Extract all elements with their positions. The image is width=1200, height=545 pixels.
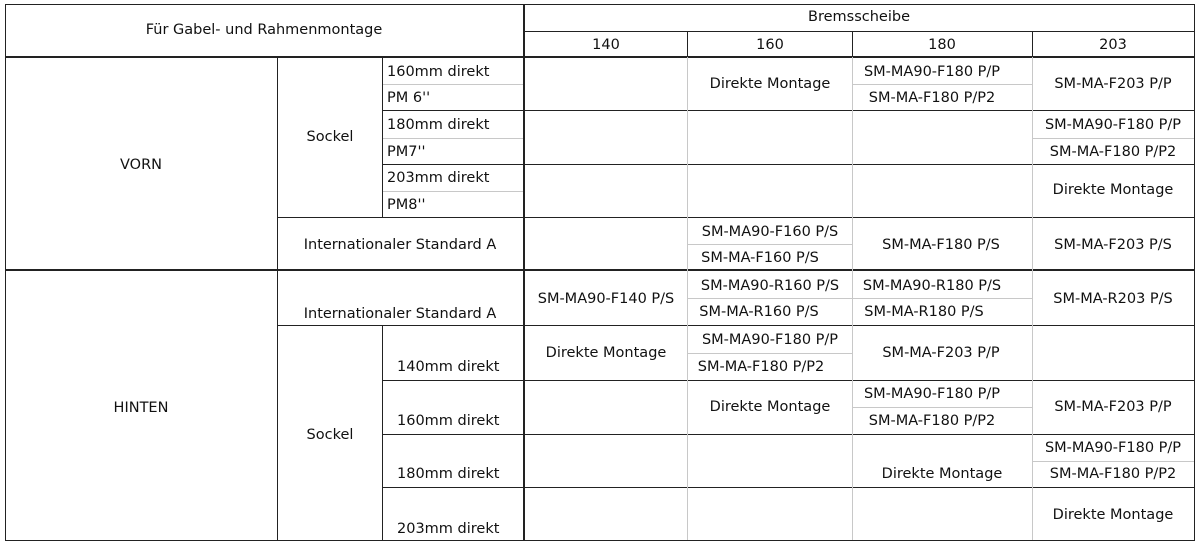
rear-d160-180-adapter-a: SM-MA90-F180 P/P: [863, 386, 1001, 402]
front-intl-180-cell: SM-MA-F180 P/S: [882, 237, 1000, 253]
half-rule-front-pm160-180: [853, 84, 1032, 85]
front-pm160-180-adapter-a: SM-MA90-F180 P/P: [863, 64, 1001, 80]
rear-intl-160-adapter-b: SM-MA-R160 P/S: [699, 304, 819, 320]
rear-mount-203-direct: 203mm direkt: [397, 521, 500, 537]
table-border-bottom: [5, 540, 1195, 541]
half-rule-rear-intl-180: [853, 298, 1032, 299]
rear-intl-180-adapter-a: SM-MA90-R180 P/S: [862, 278, 1002, 294]
brake-disc-header-rule: [524, 31, 1194, 32]
rear-d180-203-adapter-b: SM-MA-F180 P/P2: [1049, 466, 1177, 482]
rear-mount-140-direct: 140mm direkt: [397, 359, 500, 375]
front-pm180-203-adapter-b: SM-MA-F180 P/P2: [1049, 144, 1177, 160]
rear-label: HINTEN: [113, 400, 169, 416]
header-col-divider-180: [852, 31, 853, 57]
rear-intl-rule: [277, 325, 1195, 326]
rear-mount-180-direct: 180mm direkt: [397, 466, 500, 482]
label-col-divider-2-rear: [382, 325, 383, 540]
rear-d140-160-adapter-b: SM-MA-F180 P/P2: [697, 359, 825, 375]
front-sockel-label: Sockel: [306, 129, 354, 145]
disc-size-203: 203: [1099, 37, 1127, 53]
half-rule-front-pm203-label: [383, 191, 523, 192]
label-col-divider-2-front: [382, 57, 383, 217]
disc-size-180: 180: [928, 37, 956, 53]
table-border-right: [1194, 4, 1195, 541]
front-pm160-203-cell: SM-MA-F203 P/P: [1054, 76, 1172, 92]
front-pm160-160-cell: Direkte Montage: [709, 76, 831, 92]
rear-intl-203-cell: SM-MA-R203 P/S: [1053, 291, 1173, 307]
front-intl-203-cell: SM-MA-F203 P/S: [1054, 237, 1172, 253]
half-rule-rear-intl-160: [688, 298, 852, 299]
front-mount-203-direct: 203mm direkt: [387, 170, 490, 186]
rear-d140-160-adapter-a: SM-MA90-F180 P/P: [701, 332, 839, 348]
corner-header: Für Gabel- und Rahmenmontage: [145, 22, 383, 38]
rear-intl-180-adapter-b: SM-MA-R180 P/S: [864, 304, 984, 320]
front-intl-160-adapter-a: SM-MA90-F160 P/S: [701, 224, 839, 240]
value-col-divider-203: [1032, 57, 1033, 540]
label-col-divider-1: [277, 57, 278, 540]
front-intl-rule: [277, 217, 1195, 218]
label-values-divider: [523, 4, 525, 541]
rear-row-rule-2: [383, 434, 1195, 435]
rear-sockel-label: Sockel: [306, 427, 354, 443]
half-rule-front-pm160-label: [383, 84, 523, 85]
rear-d160-180-adapter-b: SM-MA-F180 P/P2: [868, 413, 996, 429]
front-mount-180-direct: 180mm direkt: [387, 117, 490, 133]
rear-row-rule-3: [383, 487, 1195, 488]
rear-d203-203-cell: Direkte Montage: [1052, 507, 1174, 523]
half-rule-rear-180-203: [1033, 461, 1194, 462]
rear-d180-180-cell: Direkte Montage: [881, 466, 1003, 482]
header-col-divider-203: [1032, 31, 1033, 57]
half-rule-front-pm180-label: [383, 138, 523, 139]
front-mount-pm7: PM7'': [387, 144, 426, 160]
rear-intl-standard-label: Internationaler Standard A: [303, 306, 497, 322]
front-mount-pm8: PM8'': [387, 197, 426, 213]
rear-row-rule-1: [383, 380, 1195, 381]
front-mount-160-direct: 160mm direkt: [387, 64, 490, 80]
rear-intl-140-cell: SM-MA90-F140 P/S: [537, 291, 675, 307]
table-border-top: [5, 4, 1195, 5]
front-row-rule-2: [383, 164, 1195, 165]
front-intl-standard-label: Internationaler Standard A: [303, 237, 497, 253]
front-pm180-203-adapter-a: SM-MA90-F180 P/P: [1044, 117, 1182, 133]
header-col-divider-160: [687, 31, 688, 57]
rear-d140-140-cell: Direkte Montage: [545, 345, 667, 361]
front-pm160-180-adapter-b: SM-MA-F180 P/P2: [868, 90, 996, 106]
rear-mount-160-direct: 160mm direkt: [397, 413, 500, 429]
half-rule-rear-160-180: [853, 407, 1032, 408]
rear-d140-180-cell: SM-MA-F203 P/P: [882, 345, 1000, 361]
rear-intl-160-adapter-a: SM-MA90-R160 P/S: [700, 278, 840, 294]
rear-d160-160-cell: Direkte Montage: [709, 399, 831, 415]
table-border-left: [5, 4, 6, 541]
front-pm203-203-cell: Direkte Montage: [1052, 182, 1174, 198]
disc-size-160: 160: [756, 37, 784, 53]
brake-disc-header: Bremsscheibe: [808, 9, 910, 25]
front-rear-divider: [5, 269, 1195, 271]
front-label: VORN: [120, 157, 162, 173]
front-mount-pm6: PM 6'': [387, 90, 431, 106]
front-intl-160-adapter-b: SM-MA-F160 P/S: [701, 250, 819, 266]
half-rule-front-pm180-203: [1033, 138, 1194, 139]
rear-d180-203-adapter-a: SM-MA90-F180 P/P: [1044, 440, 1182, 456]
rear-d160-203-cell: SM-MA-F203 P/P: [1054, 399, 1172, 415]
disc-size-140: 140: [592, 37, 620, 53]
front-row-rule-1: [383, 110, 1195, 111]
half-rule-rear-140-160: [688, 353, 852, 354]
header-bottom-rule: [5, 56, 1195, 58]
half-rule-front-intl-160: [688, 244, 852, 245]
